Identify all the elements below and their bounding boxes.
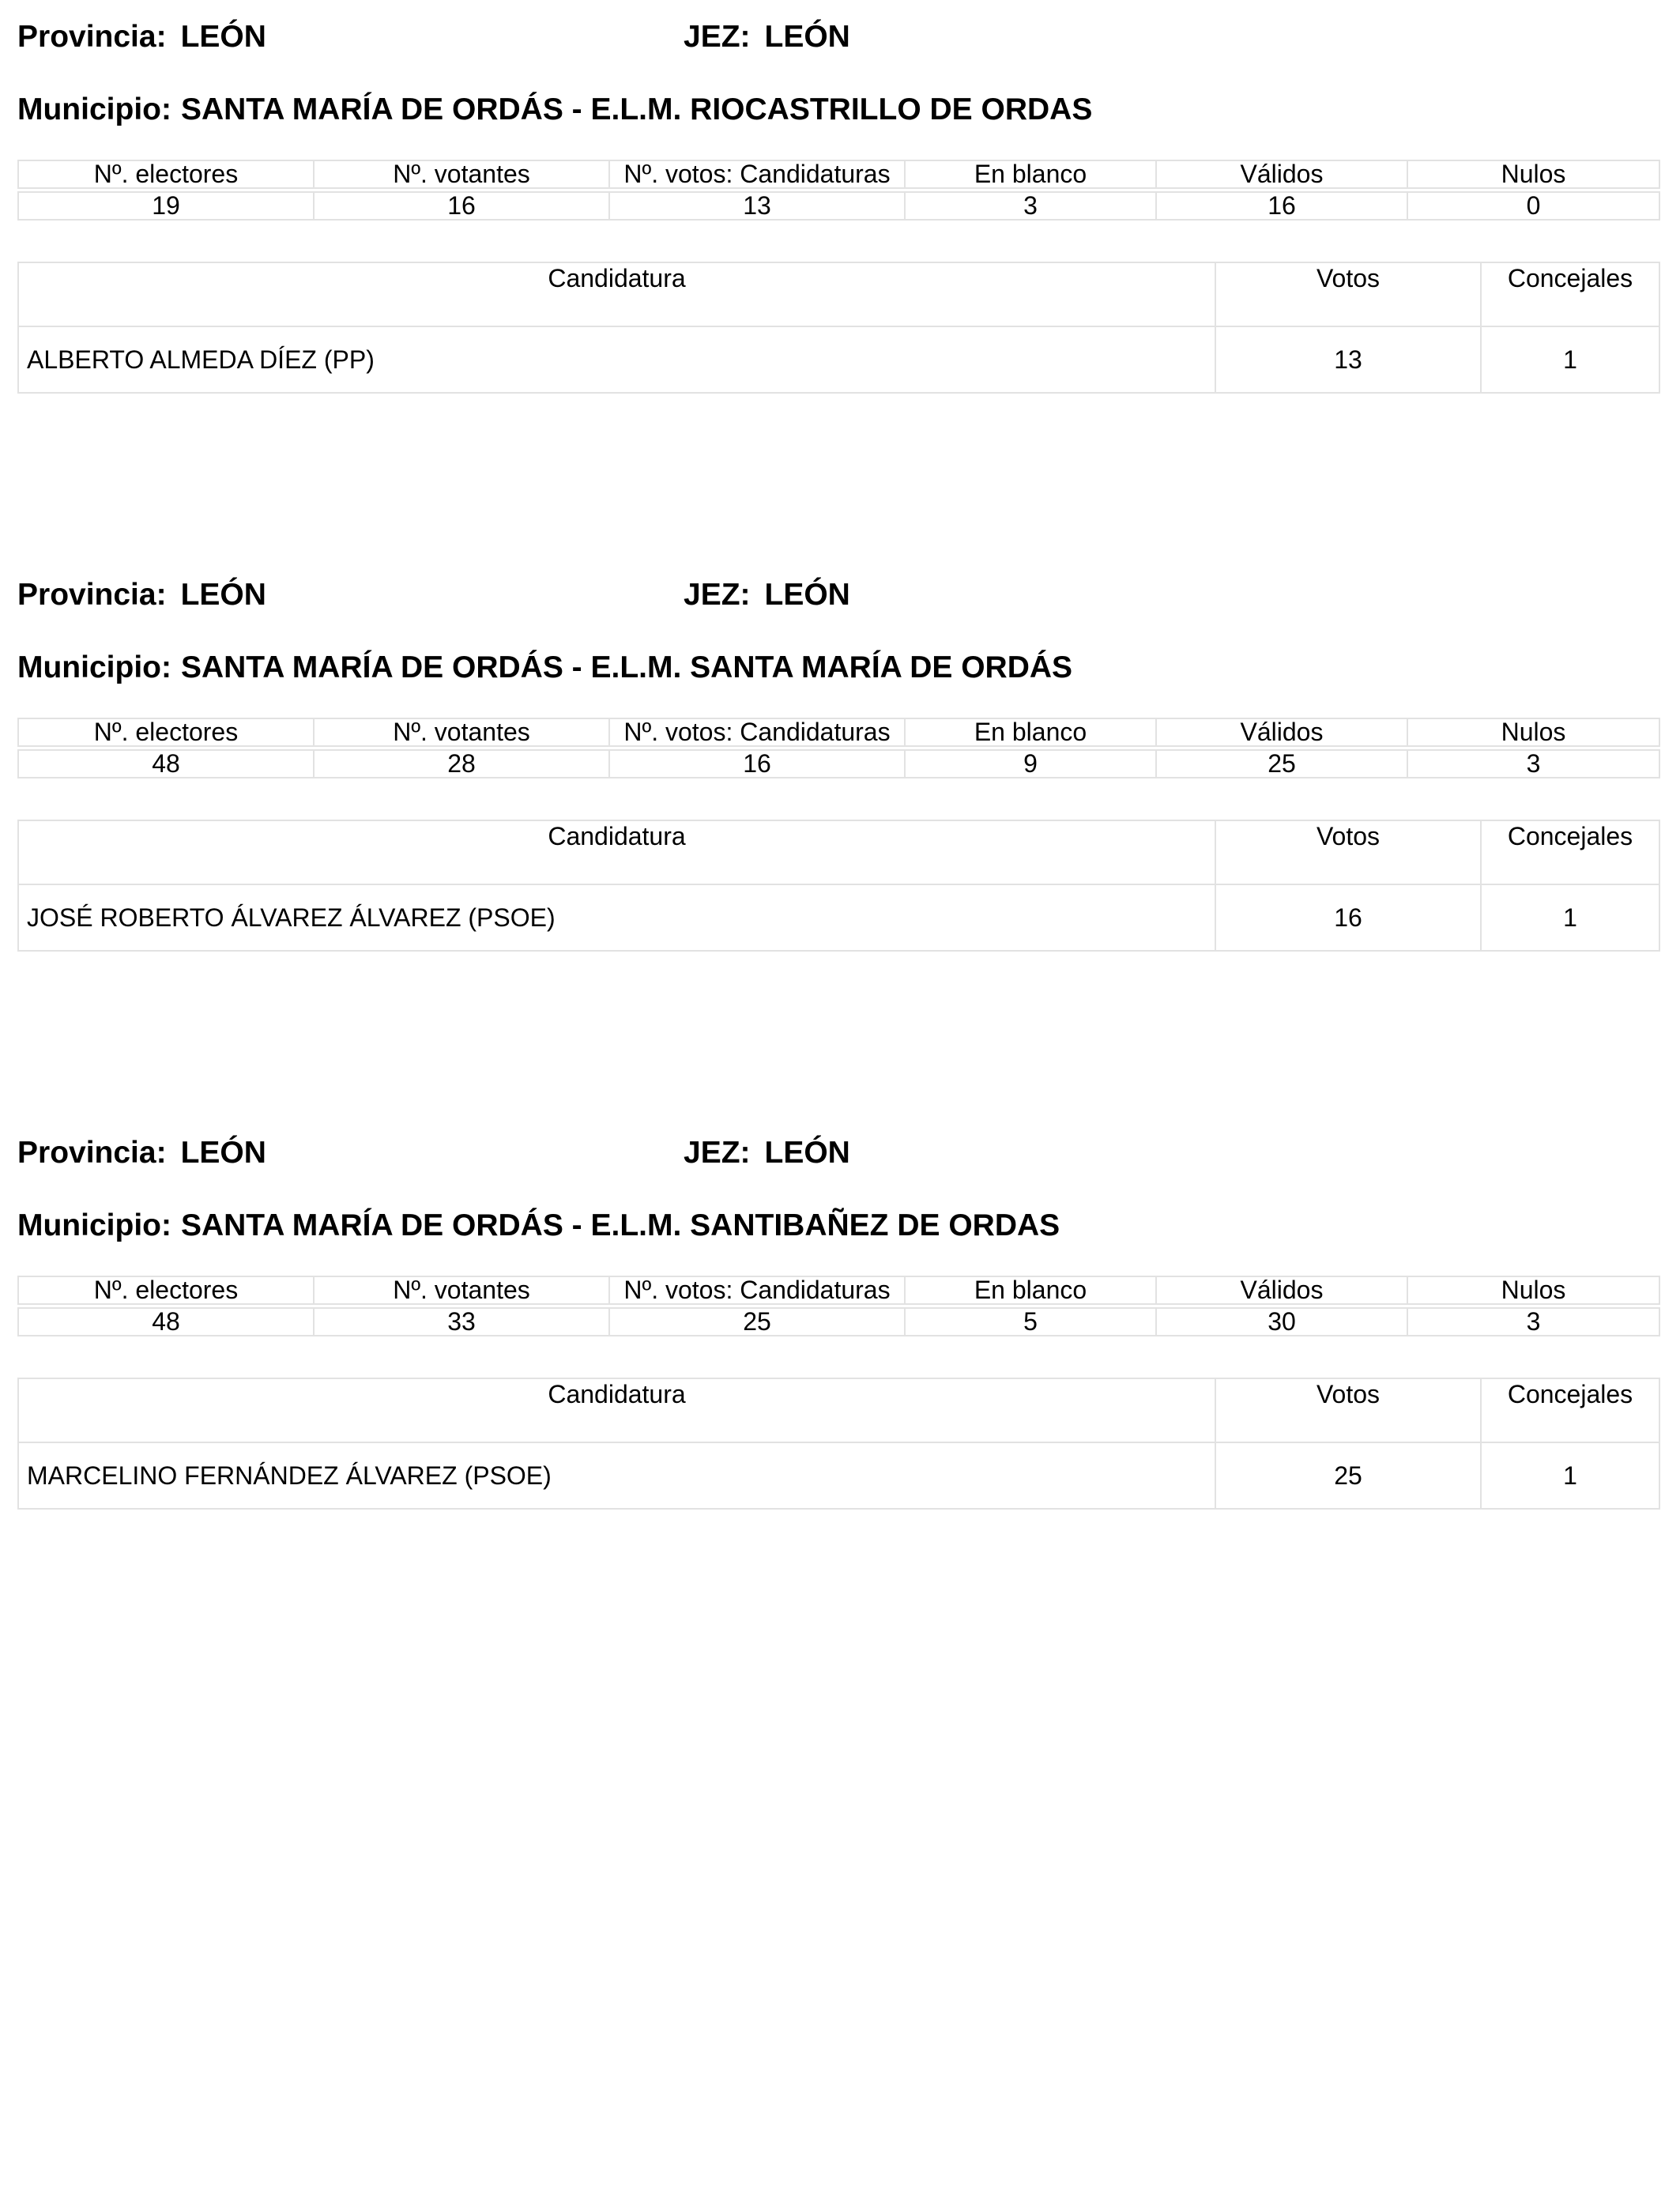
candidatura-header: Candidatura [18,820,1215,884]
municipio-label: Municipio: [17,92,171,126]
stat-value: 48 [18,750,314,778]
provincia-value: LEÓN [180,578,266,612]
stat-header: Nº. votos: Candidaturas [609,160,905,188]
candidatura-header: Candidatura [18,262,1215,326]
candidatura-header: Candidatura [18,1378,1215,1442]
candidate-name: ALBERTO ALMEDA DÍEZ (PP) [18,326,1215,393]
candidate-name: JOSÉ ROBERTO ÁLVAREZ ÁLVAREZ (PSOE) [18,884,1215,951]
jez-value: LEÓN [764,20,850,54]
stats-header-row [18,1276,1659,1304]
stats-table [17,160,1660,221]
stat-value: 9 [905,750,1156,778]
jez-value: LEÓN [764,578,850,612]
stat-value: 16 [314,192,609,220]
jez-header [684,19,850,55]
provincia-header [17,19,266,55]
candidates-header-row [18,820,1659,884]
municipio-label: Municipio: [17,650,171,684]
candidates-table [17,820,1660,952]
stat-value: 0 [1407,192,1659,220]
provincia-label: Provincia: [17,1136,167,1170]
stat-value: 16 [1156,192,1407,220]
candidate-votos: 25 [1215,1442,1481,1509]
candidate-concejales: 1 [1481,1442,1659,1509]
stat-header: Nº. votos: Candidaturas [609,718,905,746]
stat-value: 48 [18,1308,314,1336]
stat-header: Nº. electores [18,718,314,746]
provincia-value: LEÓN [180,1136,266,1170]
stat-value: 16 [609,750,905,778]
concejales-header: Concejales [1481,820,1659,884]
candidate-name: MARCELINO FERNÁNDEZ ÁLVAREZ (PSOE) [18,1442,1215,1509]
stat-header: Nº. votos: Candidaturas [609,1276,905,1304]
votos-header: Votos [1215,1378,1481,1442]
candidate-concejales: 1 [1481,326,1659,393]
provincia-label: Provincia: [17,578,167,612]
stats-value-row [18,192,1659,220]
stat-header: Nulos [1407,718,1659,746]
stats-value-row [18,750,1659,778]
jez-header [684,1135,850,1171]
jez-label: JEZ: [684,20,751,54]
provincia-header [17,577,266,613]
stat-value: 3 [1407,750,1659,778]
municipio-value: SANTA MARÍA DE ORDÁS - E.L.M. SANTA MARÍA DE ORDÁS [180,650,1073,684]
candidate-concejales: 1 [1481,884,1659,951]
stat-value: 19 [18,192,314,220]
stats-table [17,718,1660,778]
candidates-table [17,1378,1660,1510]
stat-value: 3 [1407,1308,1659,1336]
candidate-votos: 13 [1215,326,1481,393]
stat-header: En blanco [905,1276,1156,1304]
provincia-value: LEÓN [180,20,266,54]
jez-label: JEZ: [684,578,751,612]
stat-value: 33 [314,1308,609,1336]
provincia-label: Provincia: [17,20,167,54]
stat-header: Nulos [1407,160,1659,188]
stat-header: Nº. votantes [314,160,609,188]
jez-header [684,577,850,613]
municipio-section [17,1116,1659,1527]
stat-header: Nº. votantes [314,718,609,746]
candidate-row [18,1442,1659,1509]
stat-header: En blanco [905,718,1156,746]
provincia-header [17,1135,266,1171]
votos-header: Votos [1215,820,1481,884]
stat-value: 3 [905,192,1156,220]
concejales-header: Concejales [1481,262,1659,326]
municipio-value: SANTA MARÍA DE ORDÁS - E.L.M. SANTIBAÑEZ DE ORDAS [180,1208,1060,1242]
stat-value: 5 [905,1308,1156,1336]
stat-value: 28 [314,750,609,778]
stat-header: Nº. electores [18,160,314,188]
stats-header-row [18,160,1659,188]
stats-header-row [18,718,1659,746]
municipio-header [17,650,1072,686]
stat-value: 25 [609,1308,905,1336]
stat-header: Nº. votantes [314,1276,609,1304]
candidate-row [18,884,1659,951]
candidates-table [17,262,1660,394]
stat-header: En blanco [905,160,1156,188]
municipio-label: Municipio: [17,1208,171,1242]
stat-header: Válidos [1156,1276,1407,1304]
candidate-row [18,326,1659,393]
stat-header: Válidos [1156,718,1407,746]
stat-header: Válidos [1156,160,1407,188]
stat-value: 25 [1156,750,1407,778]
candidates-header-row [18,262,1659,326]
stat-value: 13 [609,192,905,220]
municipio-header [17,92,1092,128]
candidates-header-row [18,1378,1659,1442]
stats-table [17,1276,1660,1336]
municipio-section [17,558,1659,969]
stat-header: Nº. electores [18,1276,314,1304]
jez-label: JEZ: [684,1136,751,1170]
municipio-value: SANTA MARÍA DE ORDÁS - E.L.M. RIOCASTRILLO DE ORDAS [180,92,1093,126]
stat-value: 30 [1156,1308,1407,1336]
municipio-section [17,0,1659,411]
concejales-header: Concejales [1481,1378,1659,1442]
stats-value-row [18,1308,1659,1336]
candidate-votos: 16 [1215,884,1481,951]
jez-value: LEÓN [764,1136,850,1170]
votos-header: Votos [1215,262,1481,326]
municipio-header [17,1208,1060,1244]
stat-header: Nulos [1407,1276,1659,1304]
